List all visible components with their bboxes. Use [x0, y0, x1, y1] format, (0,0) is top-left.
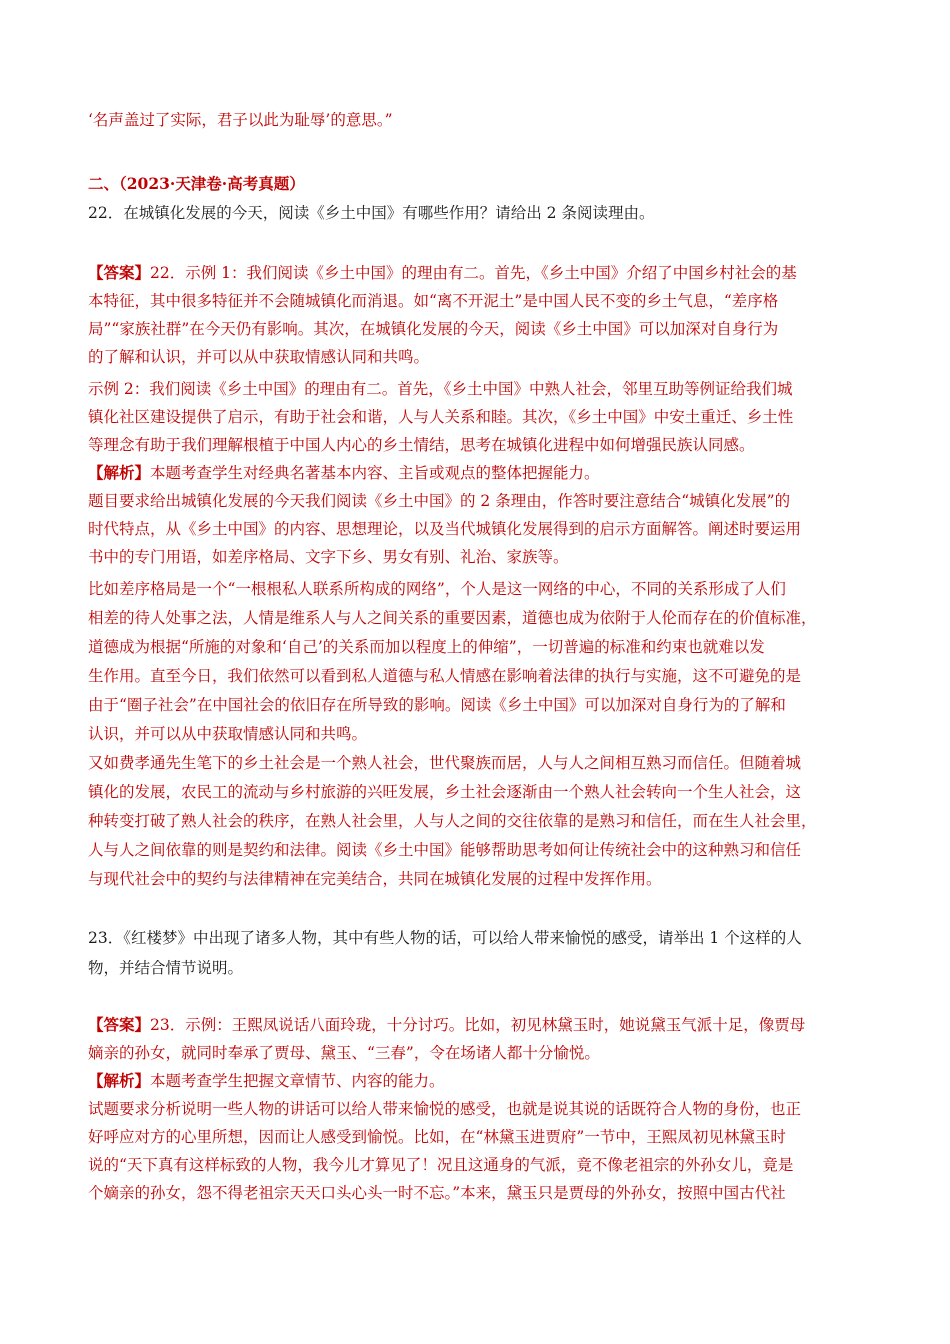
- q23-analysis-line: 个嫡亲的孙女，怨不得老祖宗天天口头心头一时不忘。”本来，黛玉只是贾母的外孙女，按照中国古代社: [88, 1184, 786, 1202]
- q22-question: 22．在城镇化发展的今天，阅读《乡土中国》有哪些作用？请给出 2 条阅读理由。: [88, 204, 655, 222]
- q22-answer-line: 局”“家族社群”在今天仍有影响。其次，在城镇化发展的今天，阅读《乡土中国》可以加深对自身行为: [88, 320, 779, 338]
- q22-analysis-line: 种转变打破了熟人社会的秩序，在熟人社会里，人与人之间的交往依靠的是熟习和信任，而在生人社会里，: [88, 812, 817, 830]
- q23-question: 23．《红楼梦》中出现了诸多人物，其中有些人物的话，可以给人带来愉悦的感受，请举出 1 个这样的人: [88, 929, 802, 947]
- analysis-tag: 【解析】: [88, 463, 151, 482]
- q23-answer-text: 23．示例：王熙凤说话八面玲珑，十分讨巧。比如，初见林黛玉时，她说黛玉气派十足，像贾母: [150, 1016, 806, 1034]
- q22-answer-line: 等理念有助于我们理解根植于中国人内心的乡土情结，思考在城镇化进程中如何增强民族认同感。: [88, 436, 755, 454]
- q23-analysis-line: 好呼应对方的心里所想，因而让人感受到愉悦。比如，在“林黛玉进贾府”一节中，王熙凤初见林黛玉时: [88, 1128, 786, 1146]
- q22-answer-line: 本特征，其中很多特征并不会随城镇化而消退。如“离不开泥土”是中国人民不变的乡土气息，“差序格: [88, 292, 779, 310]
- section-heading: [88, 170, 868, 198]
- top-quote: ‘名声盖过了实际，君子以此为耻辱’的意思。”: [88, 111, 393, 129]
- q22-analysis-text: 本题考查学生对经典名著基本内容、主旨或观点的整体把握能力。: [150, 464, 600, 482]
- q23-analysis-line: 试题要求分析说明一些人物的讲话可以给人带来愉悦的感受，也就是说其说的话既符合人物的身份，也正: [88, 1100, 802, 1118]
- q22-analysis-line: 生作用。直至今日，我们依然可以看到私人道德与私人情感在影响着法律的执行与实施，这不可避免的是: [88, 667, 802, 685]
- answer-tag: 【答案】: [88, 263, 151, 282]
- q22-analysis-line: 道德成为根据“所施的对象和‘自己’的关系而加以程度上的伸缩”，一切普遍的标准和约束也就难以发: [88, 638, 765, 656]
- q22-analysis-line: 镇化的发展，农民工的流动与乡村旅游的兴旺发展，乡土社会逐渐由一个熟人社会转向一个生人社会，这: [88, 783, 802, 801]
- q22-analysis-line: 与现代社会中的契约与法律精神在完美结合，共同在城镇化发展的过程中发挥作用。: [88, 870, 662, 888]
- q22-analysis-line: 由于“圈子社会”在中国社会的依旧存在所导致的影响。阅读《乡土中国》可以加深对自身行为的了解和: [88, 696, 786, 714]
- q23-analysis-line: [88, 1067, 868, 1095]
- q23-answer-line: 嫡亲的孙女，就同时奉承了贾母、黛玉、“三春”，令在场诸人都十分愉悦。: [88, 1044, 600, 1062]
- q22-answer-line: 的了解和认识，并可以从中获取情感认同和共鸣。: [88, 348, 430, 366]
- q23-question: 物，并结合情节说明。: [88, 959, 244, 977]
- q22-analysis-line: 相差的待人处事之法，人情是维系人与人之间关系的重要因素，道德也成为依附于人伦而存在的价值标准，: [88, 609, 817, 627]
- q22-analysis-line: 书中的专门用语，如差序格局、文字下乡、男女有别、礼治、家族等。: [88, 548, 569, 566]
- q22-answer-line: 示例 2：我们阅读《乡土中国》的理由有二。首先，《乡土中国》中熟人社会，邻里互助等例证给我们城: [88, 380, 793, 398]
- q23-analysis-text: 本题考查学生把握文章情节、内容的能力。: [150, 1072, 445, 1090]
- q22-analysis-line: 题目要求给出城镇化发展的今天我们阅读《乡土中国》的 2 条理由，作答时要注意结合“城镇化发展”的: [88, 492, 791, 510]
- analysis-tag: 【解析】: [88, 1071, 151, 1090]
- answer-tag: 【答案】: [88, 1015, 151, 1034]
- q22-analysis-line: 时代特点，从《乡土中国》的内容、思想理论，以及当代城镇化发展得到的启示方面解答。阐述时要运用: [88, 520, 802, 538]
- q22-analysis-line: 认识，并可以从中获取情感认同和共鸣。: [88, 725, 368, 743]
- q22-analysis-line: 人与人之间依靠的则是契约和法律。阅读《乡土中国》能够帮助思考如何让传统社会中的这种熟习和信任: [88, 841, 802, 859]
- q22-answer-line: 镇化社区建设提供了启示，有助于社会和谐，人与人关系和睦。其次，《乡土中国》中安土重迁、乡土性: [88, 408, 794, 426]
- q22-analysis-line: [88, 459, 868, 487]
- section-prefix: 二、: [88, 174, 120, 193]
- q22-analysis-line: 又如费孝通先生笔下的乡土社会是一个熟人社会，世代聚族而居，人与人之间相互熟习而信任。但随着城: [88, 754, 802, 772]
- q22-analysis-line: 比如差序格局是一个“一根根私人联系所构成的网络”，个人是这一网络的中心，不同的关系形成了人们: [88, 580, 786, 598]
- q22-answer-text: 22．示例 1：我们阅读《乡土中国》的理由有二。首先，《乡土中国》介绍了中国乡村社会的基: [150, 264, 797, 282]
- q23-answer-line: [88, 1011, 868, 1039]
- q22-answer-line: [88, 259, 868, 287]
- q23-analysis-line: 说的“天下真有这样标致的人物，我今儿才算见了！况且这通身的气派，竟不像老祖宗的外孙女儿，竟是: [88, 1156, 794, 1174]
- section-source: （2023·天津卷·高考真题）: [119, 174, 305, 193]
